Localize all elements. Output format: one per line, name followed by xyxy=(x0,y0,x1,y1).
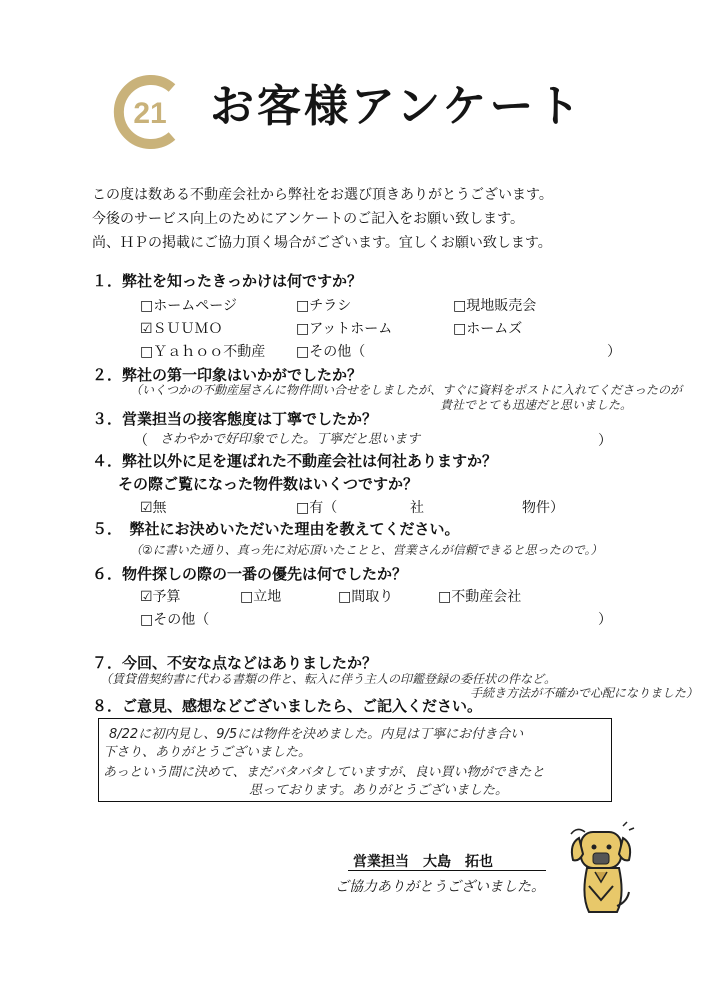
q1-option-other[interactable]: □その他（ xyxy=(296,344,366,360)
q4-option-none[interactable]: ☑無 xyxy=(140,500,167,516)
mascot-dog-icon xyxy=(565,820,641,920)
q6-other-close: ） xyxy=(598,612,612,628)
q2-answer-line-2: 貴社でとても迅速だと思いました。 xyxy=(440,398,633,412)
q1-option-homepage[interactable]: □ホームページ xyxy=(140,298,237,314)
q6-option-agency[interactable]: □不動産会社 xyxy=(438,589,522,605)
q6-option-layout[interactable]: □間取り xyxy=(338,589,394,605)
signature-line xyxy=(348,870,546,871)
intro-line-1: この度は数ある不動産会社から弊社をお選び頂きありがとうございます。 xyxy=(92,187,553,203)
q7-answer-line-2: 手続き方法が不確かで心配になりました） xyxy=(470,686,699,700)
q1-option-athome[interactable]: □アットホーム xyxy=(296,321,393,337)
intro-line-3: 尚、ＨＰの掲載にご協力頂く場合がございます。宜しくお願い致します。 xyxy=(92,235,552,251)
q5-question: ５． 弊社にお決めいただいた理由を教えてください。 xyxy=(92,520,460,538)
century21-logo xyxy=(110,72,190,152)
q2-question: ２．弊社の第一印象はいかがでしたか？ xyxy=(92,366,363,384)
comments-box[interactable] xyxy=(98,718,612,802)
q4-option-yes[interactable]: □有（ xyxy=(296,500,338,516)
q4-subquestion: その際ご覧になった物件数はいくつですか？ xyxy=(118,475,419,493)
q5-answer: （②に書いた通り、真っ先に対応頂いたことと、営業さんが信頼できると思ったので。） xyxy=(130,543,603,557)
q7-question: ７．今回、不安な点などはありましたか？ xyxy=(92,654,378,672)
q7-answer-line-1: （賃貸借契約書に代わる書類の件と、転入に伴う主人の印鑑登録の委任状の件など。 xyxy=(100,672,557,686)
intro-line-2: 今後のサービス向上のためにアンケートのご記入をお願い致します。 xyxy=(92,211,525,227)
q4-question: ４．弊社以外に足を運ばれた不動産会社は何社ありますか？ xyxy=(92,452,498,470)
q4-unit-property: 物件） xyxy=(522,500,564,516)
page-title: お客様アンケート xyxy=(210,81,584,132)
q6-option-other[interactable]: □その他（ xyxy=(140,612,210,628)
q1-option-yahoo[interactable]: □Ｙａｈｏｏ不動産 xyxy=(140,344,266,360)
q1-option-suumo[interactable]: ☑ＳＵＵＭＯ xyxy=(140,321,223,337)
q1-other-close: ） xyxy=(607,344,621,360)
q6-option-budget[interactable]: ☑予算 xyxy=(140,589,181,605)
comment-line-1: 8/22に初内見し、9/5には物件を決めました。内見は丁寧にお付き合い xyxy=(109,727,524,742)
q3-close: ） xyxy=(598,433,612,449)
q1-question: １．弊社を知ったきっかけは何ですか？ xyxy=(92,272,363,290)
q6-option-location[interactable]: □立地 xyxy=(240,589,282,605)
q3-open: （ xyxy=(134,433,148,449)
q6-question: ６．物件探しの際の一番の優先は何でしたか？ xyxy=(92,565,408,583)
comment-line-4: 思っております。ありがとうございました。 xyxy=(249,783,508,798)
q1-option-open-house[interactable]: □現地販売会 xyxy=(453,298,537,314)
q3-answer: さわやかで好印象でした。丁寧だと思います xyxy=(160,432,421,447)
q1-option-homes[interactable]: □ホームズ xyxy=(453,321,523,337)
thanks-message: ご協力ありがとうございました。 xyxy=(335,879,545,895)
q2-answer-line-1: （いくつかの不動産屋さんに物件問い合せをしましたが、すぐに資料をポストに入れてくださったのが xyxy=(130,383,683,397)
q3-question: ３．営業担当の接客態度は丁寧でしたか？ xyxy=(92,410,378,428)
q1-option-flyer[interactable]: □チラシ xyxy=(296,298,352,314)
q4-unit-company: 社 xyxy=(410,500,424,516)
comment-line-2: 下さり、ありがとうございました。 xyxy=(103,745,312,760)
sales-rep-label: 営業担当 大島 拓也 xyxy=(353,854,493,870)
logo-number: 21 xyxy=(133,97,167,130)
q8-question: ８．ご意見、感想などございましたら、ご記入ください。 xyxy=(92,697,483,715)
comment-line-3: あっという間に決めて、まだバタバタしていますが、良い買い物ができたと xyxy=(103,765,545,780)
